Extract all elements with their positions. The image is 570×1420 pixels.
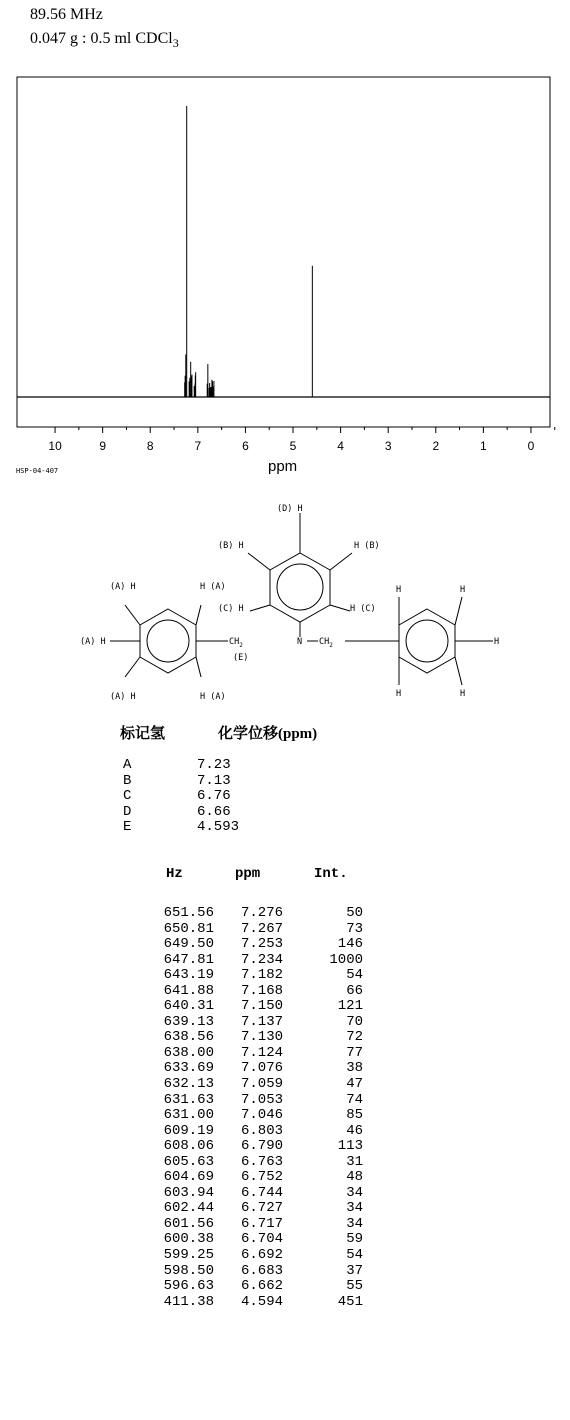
x-tick-label-3: 3 <box>384 439 392 453</box>
label-e: (E) <box>233 653 249 663</box>
label-h-c-right: H (C) <box>350 604 376 614</box>
peak-int: 38 <box>346 1060 363 1077</box>
x-tick-label-9: 9 <box>99 439 107 453</box>
label-h-b-right: H (B) <box>354 541 380 551</box>
peak-row <box>0 1030 400 1046</box>
shift-label: D <box>123 803 132 820</box>
shift-row <box>0 758 400 774</box>
right-ring <box>399 609 455 673</box>
peak-ppm: 6.803 <box>240 1122 283 1139</box>
x-tick-label-10: 10 <box>48 439 62 453</box>
peak-hz: 647.81 <box>163 951 214 968</box>
plot-frame <box>17 77 550 427</box>
left-ring <box>140 609 196 673</box>
label-d-h: (D) H <box>277 504 303 514</box>
peak-hz: 649.50 <box>163 936 214 953</box>
peak-int: 74 <box>346 1091 363 1108</box>
peak-ppm: 7.168 <box>240 982 283 999</box>
peak-int: 121 <box>337 998 363 1015</box>
x-tick-label-7: 7 <box>194 439 202 453</box>
peak-hz: 639.13 <box>163 1013 214 1030</box>
peak-int: 146 <box>337 936 363 953</box>
right-ring-circle <box>406 620 448 662</box>
peak-int: 37 <box>346 1262 363 1279</box>
peak-ppm: 6.752 <box>240 1169 283 1186</box>
center-ring-circle <box>277 564 323 610</box>
peak-table <box>0 906 400 1310</box>
peak-hz: 411.38 <box>163 1293 214 1310</box>
peak-row <box>0 1170 400 1186</box>
shift-label: B <box>123 772 132 789</box>
peak-table-header <box>0 866 400 884</box>
shift-label: C <box>123 788 132 805</box>
peak-int: 31 <box>346 1153 363 1170</box>
label-n: N <box>297 637 303 647</box>
peaks <box>185 106 313 397</box>
header-int: Int. <box>314 866 348 882</box>
label-h-right-ring-br: H <box>460 689 466 699</box>
label-a-h-bottom-left: (A) H <box>110 692 136 702</box>
peak-int: 55 <box>346 1278 363 1295</box>
peak-int: 85 <box>346 1107 363 1124</box>
peak-ppm: 7.046 <box>240 1107 283 1124</box>
shift-row <box>0 789 400 805</box>
peak-hz: 609.19 <box>163 1122 214 1139</box>
peak-ppm: 6.683 <box>240 1262 283 1279</box>
x-tick-label-8: 8 <box>146 439 154 453</box>
shift-value: 7.13 <box>197 772 231 789</box>
peak-row <box>0 1279 400 1295</box>
peak-row <box>0 1264 400 1280</box>
peak-hz: 608.06 <box>163 1138 214 1155</box>
peak-ppm: 7.234 <box>240 951 283 968</box>
peak-hz: 596.63 <box>163 1278 214 1295</box>
peak-ppm: 6.790 <box>240 1138 283 1155</box>
peak-int: 46 <box>346 1122 363 1139</box>
peak-row <box>0 1232 400 1248</box>
label-a-h-left: (A) H <box>80 637 106 647</box>
peak-hz: 600.38 <box>163 1231 214 1248</box>
nmr-spectrum-plot <box>0 0 570 470</box>
x-tick-label-2: 2 <box>432 439 440 453</box>
x-tick-label-0: 0 <box>527 439 535 453</box>
peak-int: 451 <box>337 1293 363 1310</box>
peak-ppm: 7.182 <box>240 967 283 984</box>
sample-subscript: 3 <box>172 36 179 51</box>
peak-row <box>0 968 400 984</box>
shift-table-header-label: 标记氢 <box>120 726 166 742</box>
peak-int: 34 <box>346 1184 363 1201</box>
label-h-right-ring-tr: H <box>460 585 466 595</box>
shift-value: 6.66 <box>197 803 231 820</box>
peak-hz: 631.00 <box>163 1107 214 1124</box>
peak-int: 54 <box>346 967 363 984</box>
label-b-h-left: (B) H <box>218 541 244 551</box>
peak-int: 47 <box>346 1076 363 1093</box>
peak-int: 77 <box>346 1044 363 1061</box>
peak-hz: 604.69 <box>163 1169 214 1186</box>
peak-hz: 605.63 <box>163 1153 214 1170</box>
peak-int: 73 <box>346 920 363 937</box>
peak-ppm: 7.137 <box>240 1013 283 1030</box>
peak-ppm: 6.704 <box>240 1231 283 1248</box>
peak-int: 72 <box>346 1029 363 1046</box>
peak-row <box>0 999 400 1015</box>
peak-ppm: 4.594 <box>240 1293 283 1310</box>
peak-hz: 603.94 <box>163 1184 214 1201</box>
shift-row <box>0 774 400 790</box>
peak-row <box>0 1139 400 1155</box>
shift-table <box>0 758 400 836</box>
peak-ppm: 6.763 <box>240 1153 283 1170</box>
peak-ppm: 7.150 <box>240 998 283 1015</box>
molecular-structure <box>0 495 570 715</box>
peak-hz: 601.56 <box>163 1215 214 1232</box>
label-h-right-ring-tl: H <box>396 585 402 595</box>
peak-ppm: 6.692 <box>240 1247 283 1264</box>
shift-value: 6.76 <box>197 788 231 805</box>
peak-row <box>0 1046 400 1062</box>
peak-row <box>0 984 400 1000</box>
x-axis-ticks <box>48 427 554 453</box>
peak-hz: 599.25 <box>163 1247 214 1264</box>
peak-ppm: 7.053 <box>240 1091 283 1108</box>
peak-row <box>0 1201 400 1217</box>
peak-hz: 638.00 <box>163 1044 214 1061</box>
peak-hz: 651.56 <box>163 905 214 921</box>
peak-row <box>0 1015 400 1031</box>
peak-ppm: 6.727 <box>240 1200 283 1217</box>
label-ch2-right: $CH_2$ <box>319 637 333 649</box>
peak-int: 113 <box>337 1138 363 1155</box>
header-hz: Hz <box>166 866 183 882</box>
peak-row <box>0 953 400 969</box>
peak-hz: 633.69 <box>163 1060 214 1077</box>
peak-row <box>0 1124 400 1140</box>
label-h-right-ring-bl: H <box>396 689 402 699</box>
peak-hz: 602.44 <box>163 1200 214 1217</box>
peak-int: 48 <box>346 1169 363 1186</box>
label-h-a-bottom-right: H (A) <box>200 692 226 702</box>
header-ppm: ppm <box>235 866 261 882</box>
peak-hz: 632.13 <box>163 1076 214 1093</box>
peak-int: 1000 <box>329 951 363 968</box>
x-tick-label-1: 1 <box>480 439 487 453</box>
peak-ppm: 7.276 <box>240 905 283 921</box>
shift-row <box>0 805 400 821</box>
peak-int: 34 <box>346 1215 363 1232</box>
peak-row <box>0 1295 400 1311</box>
peak-row <box>0 1093 400 1109</box>
peak-ppm: 7.059 <box>240 1076 283 1093</box>
peak-row <box>0 1155 400 1171</box>
peak-ppm: 7.076 <box>240 1060 283 1077</box>
peak-row <box>0 1217 400 1233</box>
peak-ppm: 7.130 <box>240 1029 283 1046</box>
left-ring-circle <box>147 620 189 662</box>
peak-int: 59 <box>346 1231 363 1248</box>
peak-int: 50 <box>346 905 363 921</box>
x-axis-label: ppm <box>268 458 298 475</box>
label-h-right-ring-r: H <box>494 637 500 647</box>
peak-hz: 643.19 <box>163 967 214 984</box>
shift-value: 7.23 <box>197 757 231 773</box>
peak-ppm: 6.744 <box>240 1184 283 1201</box>
peak-row <box>0 1186 400 1202</box>
peak-row <box>0 1108 400 1124</box>
peak-ppm: 6.717 <box>240 1215 283 1232</box>
center-ring <box>270 553 330 622</box>
peak-hz: 631.63 <box>163 1091 214 1108</box>
peak-ppm: 7.267 <box>240 920 283 937</box>
shift-row <box>0 820 400 836</box>
peak-row <box>0 1248 400 1264</box>
peak-hz: 598.50 <box>163 1262 214 1279</box>
peak-int: 34 <box>346 1200 363 1217</box>
peak-ppm: 7.253 <box>240 936 283 953</box>
peak-row <box>0 906 400 922</box>
peak-int: 66 <box>346 982 363 999</box>
peak-row <box>0 1077 400 1093</box>
peak-int: 70 <box>346 1013 363 1030</box>
label-h-a-top-right: H (A) <box>200 582 226 592</box>
shift-table-header-shift: 化学位移(ppm) <box>218 726 318 742</box>
label-ch2-left: $CH_2$ <box>229 637 243 649</box>
x-tick-label-4: 4 <box>337 439 344 453</box>
peak-row <box>0 1061 400 1077</box>
peak-ppm: 6.662 <box>240 1278 283 1295</box>
peak-hz: 650.81 <box>163 920 214 937</box>
x-tick-label-5: 5 <box>289 439 297 453</box>
shift-label: E <box>123 819 132 836</box>
label-c-h-left: (C) H <box>218 604 244 614</box>
label-a-h-top-left: (A) H <box>110 582 136 592</box>
shift-label: A <box>123 757 132 773</box>
peak-row <box>0 922 400 938</box>
peak-row <box>0 937 400 953</box>
sample-main: 0.047 g : 0.5 ml CDCl <box>30 30 173 47</box>
x-tick-label-6: 6 <box>242 439 249 453</box>
peak-hz: 638.56 <box>163 1029 214 1046</box>
spectrometer-frequency: 89.56 MHz <box>30 6 103 23</box>
peak-ppm: 7.124 <box>240 1044 283 1061</box>
peak-hz: 640.31 <box>163 998 214 1015</box>
spectrum-code: HSP-04-407 <box>16 467 59 475</box>
peak-hz: 641.88 <box>163 982 214 999</box>
shift-value: 4.593 <box>197 819 240 836</box>
peak-int: 54 <box>346 1247 363 1264</box>
